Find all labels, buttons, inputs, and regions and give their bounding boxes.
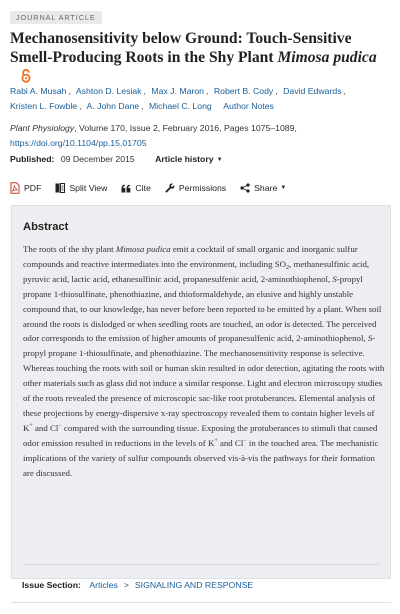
bottom-divider <box>11 602 391 603</box>
abstract-text: The roots of the shy plant Mimosa pudica emit a cocktail of small organic and inorganic sulfur compounds and reactive intermediates into the environment, including $SO_2$, methanesulfinic acid, pyruvic acid, lactic acid, ethanesulfinic acid, propanesulfenic acid, 2-aminothiophenol, S-propyl propane 1-thiosulfinate, phenothiazine, and thioformaldehyde, an elusive and highly unstable compound that, to our knowledge, has never before been reported to be emitted by a plant. When soil around the roots is dislodged or when seedling roots are touched, an odor is detected. The perceived odor corresponds to the emission of higher amounts of propanesulfenic acid, 2-aminothiophenol, S-propyl propane 1-thiosulfinate, and phenothiazine. The mechanosensitivity response is selective. Whereas touching the roots with soil or human skin resulted in odor detection, agitating the roots with other materials such as glass did not induce a similar response. Light and electron microscopy studies of the roots revealed the presence of microscopic sac-like root protuberances. Elemental analysis of these projections by energy-dispersive x-ray spectroscopy revealed them to contain higher levels of K+ and Cl− compared with the surrounding tissue. Exposing the protuberances to stimuli that caused odor emission resulted in reductions in the levels of K+ and Cl− in the touched area. The mechanistic implications of the variety of sulfur compounds observed vis-à-vis the pathways for their formation are discussed. <box>23 244 385 478</box>
author-list: Rabi A. Musah , Ashton D. Lesiak , Max J. Maron , Robert B. Cody , David Edwards , Kristen L. Fowble , A. John Dane , Michael C. Long Author Notes <box>10 86 346 111</box>
share-label: Share <box>254 183 278 193</box>
abstract-heading: Abstract <box>23 221 69 233</box>
published-date: 09 December 2015 <box>60 154 135 164</box>
article-history-dropdown[interactable] <box>155 154 222 164</box>
publication-info <box>10 152 223 168</box>
article-history-label: Article history <box>155 154 214 164</box>
author-link[interactable]: Ashton D. Lesiak <box>75 86 142 96</box>
abstract-divider <box>23 564 379 565</box>
wrench-icon <box>165 183 175 193</box>
chevron-down-icon: ▼ <box>280 185 287 191</box>
author-notes-link[interactable]: Author Notes <box>223 101 274 111</box>
breadcrumb-articles[interactable]: Articles <box>89 580 118 590</box>
breadcrumb-separator: > <box>123 580 129 590</box>
author-link[interactable]: A. John Dane <box>86 101 140 111</box>
pdf-button[interactable] <box>10 182 41 194</box>
doi-link[interactable]: https://doi.org/10.1104/pp.15.01705 <box>10 138 147 148</box>
author-link[interactable]: Michael C. Long <box>148 101 212 111</box>
share-dropdown[interactable] <box>240 183 286 193</box>
title-text: Mechanosensitivity below Ground: Touch-Sensitive Smell-Producing Roots in the Shy Plant <box>10 30 352 66</box>
pdf-label: PDF <box>24 183 42 193</box>
citation <box>10 121 394 151</box>
abstract-section <box>11 205 391 579</box>
citation-details: , Volume 170, Issue 2, February 2016, Pages 1075–1089, <box>74 123 297 133</box>
published-label: Published: <box>10 154 55 164</box>
author-link[interactable]: David Edwards <box>283 86 342 96</box>
author-link[interactable]: Kristen L. Fowble <box>10 101 78 111</box>
permissions-button[interactable] <box>165 183 226 193</box>
title-species: Mimosa pudica <box>277 49 377 66</box>
pdf-icon <box>10 182 20 194</box>
open-access-icon <box>20 69 32 83</box>
cite-label: Cite <box>135 183 151 193</box>
article-type-badge: JOURNAL ARTICLE <box>10 11 102 24</box>
permissions-label: Permissions <box>178 183 227 193</box>
breadcrumb-signaling[interactable]: SIGNALING AND RESPONSE <box>134 580 254 590</box>
split-view-label: Split View <box>69 183 108 193</box>
cite-button[interactable] <box>121 183 150 193</box>
split-view-button[interactable] <box>55 183 107 193</box>
author-link[interactable]: Max J. Maron <box>151 86 205 96</box>
article-toolbar <box>10 180 390 196</box>
quote-icon <box>121 184 131 193</box>
journal-name: Plant Physiology <box>10 123 75 133</box>
author-link[interactable]: Robert B. Cody <box>213 86 274 96</box>
issue-section <box>22 578 253 592</box>
split-view-icon <box>55 183 65 193</box>
author-link[interactable]: Rabi A. Musah <box>10 86 67 96</box>
chevron-down-icon: ▼ <box>216 157 223 163</box>
share-icon <box>240 183 250 193</box>
article-title <box>10 29 390 86</box>
issue-section-label: Issue Section: <box>22 580 81 590</box>
